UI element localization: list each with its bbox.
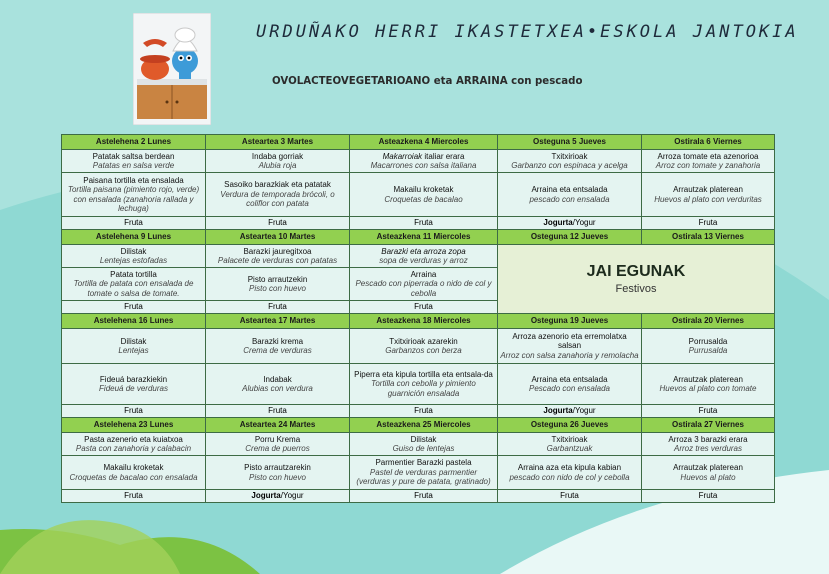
day-header: Asteartea 3 Martes [206, 135, 350, 150]
dish-name: Arroza 3 barazki erara [668, 434, 748, 444]
week-3-dessert [62, 405, 775, 418]
dessert-cell: Fruta [498, 490, 642, 503]
dish-cell [62, 329, 206, 364]
dish-name: Porru Krema [254, 434, 301, 444]
day-header: Astelehena 9 Lunes [62, 230, 206, 245]
dessert-cell: Fruta [642, 405, 775, 418]
dish-cell [62, 456, 206, 490]
dessert-cell: Fruta [62, 405, 206, 418]
dish-cell [642, 364, 775, 405]
dish-name: Barazki krema [251, 336, 304, 346]
day-header: Ostirala 20 Viernes [642, 314, 775, 329]
dish-cell [350, 433, 498, 456]
dish-translation: Palacete de verduras con patatas [217, 256, 338, 265]
dish-name: Arrautzak platerean [673, 185, 743, 194]
dessert-cell: Fruta [350, 490, 498, 503]
dish-translation: Purrusalda [688, 346, 728, 355]
dessert-cell: Fruta [350, 405, 498, 418]
day-header: Osteguna 26 Jueves [498, 418, 642, 433]
dish-translation: Pescado con ensalada [529, 384, 610, 393]
dish-cell [62, 268, 206, 301]
dish-cell [642, 456, 775, 490]
menu-subtitle: OVOLACTEOVEGETARIOANO eta ARRAINA con pescado [272, 76, 583, 87]
week-4-second-course [62, 456, 775, 490]
dish-translation: pescado con nido de col y cebolla [509, 472, 630, 482]
dish-name: Barazki jauregitxoa [243, 246, 312, 256]
dish-name: Arraina eta entsalada [531, 374, 608, 384]
dish-translation: Pastel de verduras parmentier (verduras y pure de patata, gratinado) [356, 467, 491, 487]
dessert-cell: Jogurta/Yogur [498, 405, 642, 418]
holiday-title: JAI EGUNAK [586, 263, 686, 280]
dish-name: Pisto arrautzekin [247, 274, 308, 284]
holiday-subtitle: Festivos [615, 283, 657, 295]
dish-name: Patata tortilla [110, 269, 157, 279]
dish-name: Dilistak [120, 246, 147, 256]
day-header: Astelehena 2 Lunes [62, 135, 206, 150]
dish-cell [350, 173, 498, 217]
day-header: Asteartea 10 Martes [206, 230, 350, 245]
dish-cell [206, 456, 350, 490]
dish-cell [498, 329, 642, 364]
dish-name: Arraina [410, 269, 437, 279]
dish-cell [62, 245, 206, 268]
dish-cell [350, 456, 498, 490]
dessert-cell: Jogurta/Yogur [498, 217, 642, 230]
dish-cell [350, 268, 498, 301]
dish-cell [62, 364, 206, 405]
day-header: Asteazkena 18 Miercoles [350, 314, 498, 329]
school-title: URDUÑAKO HERRI IKASTETXEA•ESKOLA JANTOKIA [256, 22, 799, 42]
dish-name: Txitxirioak [551, 434, 588, 444]
dish-translation: Pescado con piperrada o nido de col y cebolla [355, 279, 492, 298]
dish-name: Arroza azenorio eta erremolatxa salsan [512, 331, 627, 351]
dish-translation: Macarrones con salsa italiana [370, 161, 477, 170]
dish-cell [206, 245, 350, 268]
dish-name-rest: italiar erara [422, 151, 465, 161]
dish-translation: Alubia roja [258, 161, 297, 170]
dish-name: Arrautzak platerean [673, 463, 743, 472]
dish-name: Paisana tortilla eta ensalada [83, 175, 184, 185]
dish-cell [206, 433, 350, 456]
dessert-cell: Fruta [642, 217, 775, 230]
dessert-cell: Fruta [206, 217, 350, 230]
dish-name: Sasoiko barazkiak eta patatak [224, 180, 331, 190]
week-3-day-headers [62, 314, 775, 329]
dish-translation: Huevos al plato [680, 472, 736, 482]
dish-translation: pescado con ensalada [529, 194, 610, 204]
week-4-dessert [62, 490, 775, 503]
dish-name: Indaba gorriak [251, 151, 304, 161]
dish-cell [642, 433, 775, 456]
dish-name: Indabak [263, 374, 292, 384]
dessert-cell: Fruta [350, 301, 498, 314]
dish-name: Patatak saltsa berdean [92, 151, 175, 161]
dish-translation: Garbantzuak [546, 444, 593, 453]
dessert-cell: Jogurta/Yogur [206, 490, 350, 503]
dish-translation: Arroz tres verduras [673, 444, 743, 453]
dish-name: Dilistak [120, 336, 147, 346]
day-header: Osteguna 5 Jueves [498, 135, 642, 150]
week-2-first-course [62, 245, 775, 268]
day-header: Asteartea 17 Martes [206, 314, 350, 329]
dish-cell [62, 433, 206, 456]
dish-cell [498, 173, 642, 217]
day-header: Astelehena 23 Lunes [62, 418, 206, 433]
dish-translation: Pisto con huevo [249, 284, 306, 293]
holiday-block [498, 245, 775, 314]
day-header: Osteguna 19 Jueves [498, 314, 642, 329]
dish-cell [642, 150, 775, 173]
dish-cell [350, 150, 498, 173]
dish-translation: Patatas en salsa verde [92, 161, 175, 170]
dish-translation: Crema de verduras [243, 346, 312, 355]
dish-name: Pisto arrautzarekin [244, 463, 311, 472]
dish-translation: Tortilla paisana (pimiento rojo, verde) con ensalada (zanahoria rallada y lechuga) [67, 185, 200, 213]
dish-cell [62, 150, 206, 173]
dish-name: Dilistak [410, 434, 437, 444]
dish-name-emphasis: Makarroiak [382, 151, 423, 161]
dish-translation: Lentejas [118, 346, 149, 355]
dish-cell [206, 268, 350, 301]
dessert-cell: Fruta [350, 217, 498, 230]
dish-name: Pasta azenerio eta kuiatxoa [84, 434, 183, 444]
dish-cell [350, 364, 498, 405]
dish-translation: Crema de puerros [245, 444, 310, 453]
dish-name: Arroza tomate eta azenorioa [657, 151, 759, 161]
week-4-first-course [62, 433, 775, 456]
day-header: Astelehena 16 Lunes [62, 314, 206, 329]
week-1-first-course [62, 150, 775, 173]
dish-translation: Tortilla de patata con ensalada de tomate o salsa de tomate. [73, 279, 194, 298]
dish-name: Fideuá barazkiekin [99, 374, 168, 384]
week-2-day-headers [62, 230, 775, 245]
dish-name: Barazki eta arroza zopa [381, 246, 466, 256]
dish-translation: Guiso de lentejas [392, 444, 455, 453]
dish-cell [206, 150, 350, 173]
day-header: Ostirala 6 Viernes [642, 135, 775, 150]
dish-translation: Lentejas estofadas [99, 256, 168, 265]
dessert-cell: Fruta [62, 490, 206, 503]
dish-cell [350, 245, 498, 268]
dessert-cell: Fruta [642, 490, 775, 503]
dish-name: Piperra eta kipula tortilla eta entsala-da [354, 369, 493, 379]
week-3-second-course [62, 364, 775, 405]
dessert-basque: Jogurta [543, 218, 573, 228]
day-header: Asteazkena 25 Miercoles [350, 418, 498, 433]
day-header: Osteguna 12 Jueves [498, 230, 642, 245]
dish-translation: Pisto con huevo [249, 472, 306, 482]
dish-cell [62, 173, 206, 217]
day-header: Asteazkena 4 Miercoles [350, 135, 498, 150]
dish-name: Txitxirioak azarekin [389, 336, 458, 346]
week-1-second-course [62, 173, 775, 217]
dish-translation: Croquetas de bacalao con ensalada [69, 472, 198, 482]
dish-translation: Arroz con salsa zanahoria y remolacha [500, 350, 639, 360]
dish-name: Arrautzak platerean [673, 374, 743, 384]
dish-translation: Alubias con verdura [242, 384, 313, 393]
day-header: Ostirala 13 Viernes [642, 230, 775, 245]
dish-cell [642, 329, 775, 364]
dish-name: Parmentier Barazki pastela [375, 458, 472, 468]
dish-cell [498, 150, 642, 173]
dish-name: Porrusalda [688, 336, 728, 346]
dish-name [352, 152, 495, 162]
day-header: Ostirala 27 Viernes [642, 418, 775, 433]
dish-cell [498, 364, 642, 405]
dish-cell [206, 364, 350, 405]
dish-translation: Verdura de temporada brócoli, o coliflor con patata [220, 189, 335, 209]
cooking-mascot-logo [133, 13, 211, 125]
week-1-day-headers [62, 135, 775, 150]
dessert-basque: Jogurta [543, 406, 573, 416]
day-header: Asteartea 24 Martes [206, 418, 350, 433]
lunch-menu-table [61, 134, 775, 503]
dessert-cell: Fruta [62, 301, 206, 314]
dish-name: Arraina aza eta kipula kabian [517, 463, 622, 472]
dish-cell [642, 173, 775, 217]
dish-cell [350, 329, 498, 364]
dish-cell [206, 329, 350, 364]
dish-translation: sopa de verduras y arroz [379, 256, 468, 265]
week-3-first-course [62, 329, 775, 364]
dish-cell [498, 433, 642, 456]
dish-translation: Croquetas de bacalao [384, 194, 463, 204]
day-header: Asteazkena 11 Miercoles [350, 230, 498, 245]
dessert-cell: Fruta [62, 217, 206, 230]
dish-cell [498, 456, 642, 490]
dessert-cell: Fruta [206, 405, 350, 418]
dish-translation: Garbanzos con berza [385, 346, 462, 355]
week-4-day-headers [62, 418, 775, 433]
dish-translation: Huevos al plato con tomate [659, 384, 757, 393]
dessert-basque: Jogurta [251, 491, 281, 501]
dish-translation: Pasta con zanahoria y calabacin [75, 444, 192, 453]
dish-translation: Fideuá de verduras [99, 384, 168, 393]
dish-name: Arraina eta entsalada [531, 185, 608, 194]
dessert-cell: Fruta [206, 301, 350, 314]
dish-name: Txitxirioak [551, 151, 588, 161]
dish-translation: Huevos al plato con verduritas [654, 194, 762, 204]
dish-name: Makailu kroketak [393, 185, 454, 194]
dish-translation: Tortilla con cebolla y pimiento guarnición ensalada [371, 379, 476, 398]
dish-name: Makailu kroketak [103, 463, 164, 472]
week-1-dessert [62, 217, 775, 230]
dish-cell [206, 173, 350, 217]
dish-translation: Garbanzo con espinaca y acelga [511, 161, 628, 170]
dish-translation: Arroz con tomate y zanahoria [655, 161, 761, 170]
